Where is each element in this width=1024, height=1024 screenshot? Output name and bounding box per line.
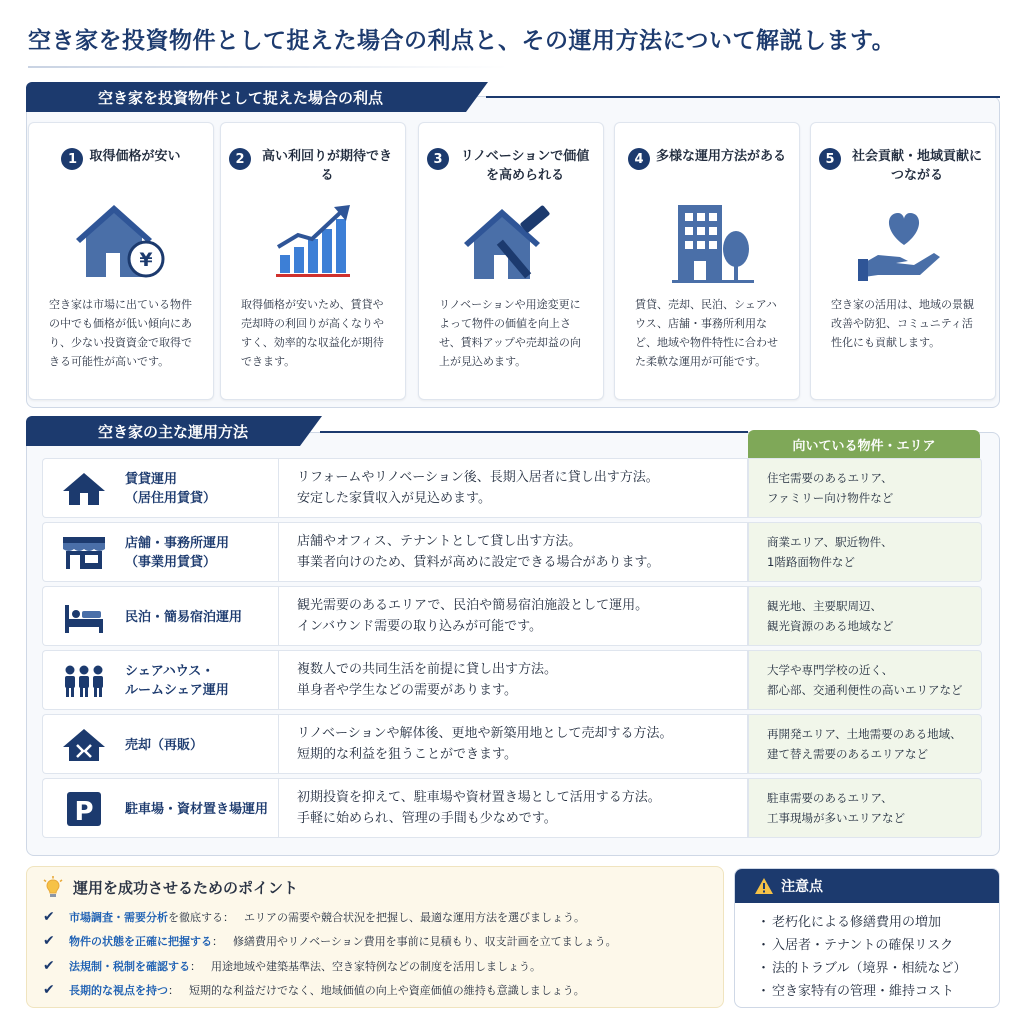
bed-icon: [61, 599, 107, 635]
check-icon: ✔: [43, 909, 55, 925]
benefit-number: 3: [427, 148, 449, 170]
parking-icon: [61, 791, 107, 827]
tip-label: 長期的な視点を持つ: [69, 984, 168, 997]
benefit-title: 高い利回りが期待できる: [261, 149, 392, 183]
method-name: 賃貸運用 （居住用賃貸）: [125, 472, 217, 506]
house-icon: [61, 471, 107, 507]
storefront-icon: [61, 535, 107, 571]
method-row-minpaku: [42, 586, 982, 646]
tip-label: 法規制・税制を確認する: [69, 960, 190, 973]
house-exchange-icon: [61, 727, 107, 763]
method-name: 店舗・事務所運用 （事業用賃貸）: [125, 536, 230, 570]
svg-text:¥: ¥: [139, 249, 153, 271]
method-area: 駐車需要のあるエリア、 工事現場が多いエリアなど: [767, 791, 905, 825]
benefit-title: 取得価格が安い: [89, 149, 181, 164]
benefit-card-3: [418, 122, 604, 400]
method-row-store: [42, 522, 982, 582]
caution-list: [735, 903, 999, 1003]
method-area: 再開発エリア、土地需要のある地域、 建て替え需要のあるエリアなど: [767, 727, 962, 761]
tip-text: 用途地域や建築基準法、空き家特例などの制度を活用しましょう。: [211, 960, 541, 973]
method-name: 駐車場・資材置き場運用: [125, 801, 269, 817]
method-desc: 店舗やオフィス、テナントとして貸し出す方法。 事業者向けのため、賃料が高めに設定できる場合があります。: [297, 534, 660, 570]
method-area: 大学や専門学校の近く、 都心部、交通利便性の高いエリアなど: [767, 663, 963, 697]
check-icon: ✔: [43, 933, 55, 949]
caution-item: ・ 老朽化による修繕費用の増加: [757, 911, 999, 934]
caution-item: ・ 法的トラブル（境界・相続など）: [757, 957, 999, 980]
title-divider: [28, 66, 508, 68]
benefit-desc: 取得価格が安いため、賃貸や売却時の利回りが高くなりやすく、効率的な収益化が期待できます。: [241, 298, 384, 368]
tip-text: エリアの需要や競合状況を把握し、最適な運用方法を選びましょう。: [244, 911, 585, 924]
lightbulb-icon: [41, 875, 65, 899]
people-group-icon: [61, 663, 107, 699]
benefit-title: 社会貢献・地域貢献につながる: [851, 149, 982, 183]
tip-suffix: ：: [212, 935, 223, 948]
tip-suffix: を徹底する：: [168, 911, 234, 924]
benefits-header-line: [486, 96, 1000, 98]
tip-item: [43, 907, 585, 927]
caution-item: ・ 入居者・テナントの確保リスク: [757, 934, 999, 957]
benefit-number: 2: [229, 148, 251, 170]
tip-suffix: ：: [190, 960, 201, 973]
methods-header-label: 空き家の主な運用方法: [98, 422, 249, 441]
benefit-card-4: [614, 122, 800, 400]
tip-item: [43, 980, 585, 1000]
method-desc: リフォームやリノベーション後、長期入居者に貸し出す方法。 安定した家賃収入が見込めます。: [297, 470, 659, 506]
svg-text:P: P: [74, 797, 94, 827]
check-icon: ✔: [43, 958, 55, 974]
method-desc: 観光需要のあるエリアで、民泊や簡易宿泊施設として運用。 インバウンド需要の取り込みが可能です。: [297, 598, 649, 634]
house-hammer-icon: [462, 197, 562, 287]
method-area: 観光地、主要駅周辺、 観光資源のある地域など: [767, 599, 894, 633]
tip-item: [43, 956, 541, 976]
benefit-desc: 賃貸、売却、民泊、シェアハウス、店舗・事務所利用など、地域や物件特性に合わせた柔軟な運用が可能です。: [635, 298, 778, 368]
methods-header: [26, 416, 300, 446]
method-name: 売却（再販）: [125, 737, 204, 753]
tip-suffix: ：: [168, 984, 179, 997]
benefit-number: 5: [819, 148, 841, 170]
benefit-desc: リノベーションや用途変更によって物件の価値を向上させ、賃料アップや売却益の向上が見込めます。: [439, 298, 581, 368]
building-tree-icon: [658, 197, 758, 287]
check-icon: ✔: [43, 982, 55, 998]
benefits-header: [26, 82, 466, 112]
methods-header-line: [320, 431, 748, 433]
area-column-header: 向いている物件・エリア: [748, 430, 980, 458]
tips-panel: [26, 866, 724, 1008]
method-row-sharehouse: [42, 650, 982, 710]
benefit-card-1: [28, 122, 214, 400]
page-title: 空き家を投資物件として捉えた場合の利点と、その運用方法について解説します。: [28, 27, 896, 54]
method-area: 住宅需要のあるエリア、 ファミリー向け物件など: [767, 471, 894, 505]
method-area: 商業エリア、駅近物件、 1階路面物件など: [767, 535, 893, 569]
method-desc: リノベーションや解体後、更地や新築用地として売却する方法。 短期的な利益を狙うことができます。: [297, 726, 673, 762]
tip-label: 市場調査・需要分析: [69, 911, 168, 924]
benefits-header-label: 空き家を投資物件として捉えた場合の利点: [98, 88, 384, 107]
caution-header: [735, 869, 999, 903]
house-yen-icon: [72, 197, 172, 287]
tips-title: 運用を成功させるためのポイント: [73, 879, 299, 897]
benefit-title: 多様な運用方法がある: [655, 149, 786, 164]
tip-label: 物件の状態を正確に把握する: [69, 935, 212, 948]
method-row-parking: [42, 778, 982, 838]
method-name: シェアハウス・ ルームシェア運用: [125, 664, 229, 698]
method-row-resale: [42, 714, 982, 774]
benefit-title: リノベーションで価値を高められる: [460, 149, 590, 183]
rising-bar-chart-icon: [264, 197, 364, 287]
benefit-card-2: [220, 122, 406, 400]
tip-text: 短期的な利益だけでなく、地域価値の向上や資産価値の維持も意識しましょう。: [189, 984, 585, 997]
method-desc: 初期投資を抑えて、駐車場や資材置き場として活用する方法。 手軽に始められ、管理の手間も少なめです。: [297, 790, 661, 826]
hand-heart-icon: [854, 197, 954, 287]
caution-title: 注意点: [781, 879, 823, 895]
benefit-card-5: [810, 122, 996, 400]
benefit-number: 1: [61, 148, 83, 170]
method-name: 民泊・簡易宿泊運用: [125, 609, 243, 625]
benefit-desc: 空き家は市場に出ている物件の中でも価格が低い傾向にあり、少ない投資資金で取得できる可能性が高いです。: [49, 298, 192, 368]
warning-icon: [755, 878, 773, 894]
tip-text: 修繕費用やリノベーション費用を事前に見積もり、収支計画を立てましょう。: [233, 935, 617, 948]
method-desc: 複数人での共同生活を前提に貸し出す方法。 単身者や学生などの需要があります。: [297, 662, 558, 698]
tip-item: [43, 931, 617, 951]
caution-panel: [734, 868, 1000, 1008]
method-row-rental: [42, 458, 982, 518]
caution-item: ・ 空き家特有の管理・維持コスト: [757, 980, 999, 1003]
benefit-number: 4: [628, 148, 650, 170]
benefit-desc: 空き家の活用は、地域の景観改善や防犯、コミュニティ活性化にも貢献します。: [831, 298, 974, 349]
